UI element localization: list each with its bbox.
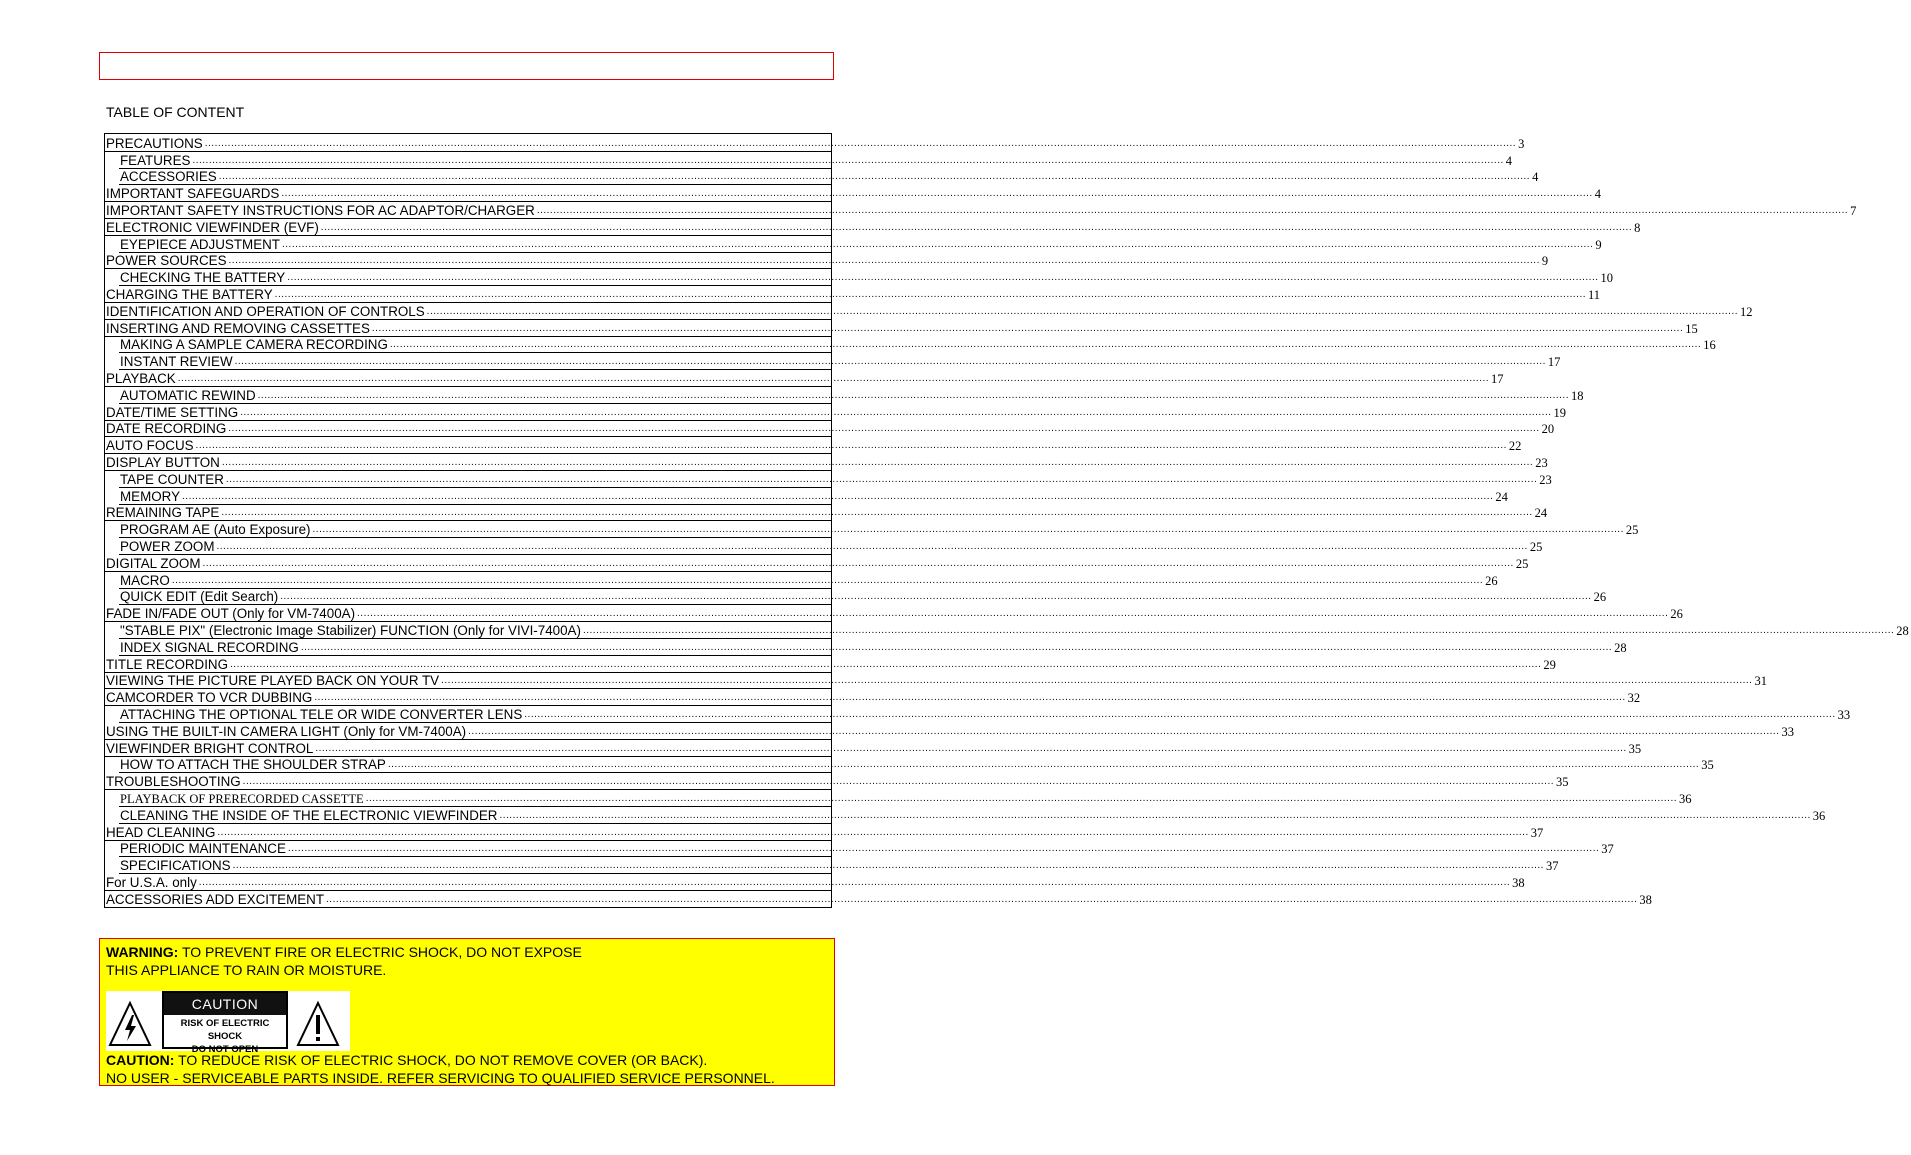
toc-entry-page: 15: [1685, 321, 1698, 336]
toc-entry-leader: ................................................................................................................................................................................................................................................................................................................................................................................................................: [326, 893, 1638, 905]
toc-entry-leader: ................................................................................................................................................................................................................................................................................................................................................................................................................: [287, 272, 1599, 284]
caution-line-1: TO REDUCE RISK OF ELECTRIC SHOCK, DO NOT REMOVE COVER (OR BACK).: [174, 1052, 708, 1068]
toc-entry-leader: ................................................................................................................................................................................................................................................................................................................................................................................................................: [357, 608, 1669, 620]
toc-entry-leader: ................................................................................................................................................................................................................................................................................................................................................................................................................: [230, 658, 1542, 670]
warning-panel: [99, 938, 835, 1086]
toc-entry-leader: ................................................................................................................................................................................................................................................................................................................................................................................................................: [468, 725, 1780, 737]
toc-entry-page: 8: [1634, 220, 1641, 235]
toc-entry[interactable]: [105, 453, 1548, 471]
toc-entry-page: 17: [1491, 371, 1504, 386]
toc-entry-title: EYEPIECE ADJUSTMENT: [120, 236, 280, 252]
toc-entry-leader: ................................................................................................................................................................................................................................................................................................................................................................................................................: [387, 759, 1700, 771]
toc-entry-title: DATE RECORDING: [106, 421, 227, 437]
exclamation-triangle-icon: [296, 1001, 340, 1047]
toc-entry[interactable]: [119, 235, 1602, 253]
toc-entry-leader: ................................................................................................................................................................................................................................................................................................................................................................................................................: [499, 809, 1811, 821]
toc-entry-title: CLEANING THE INSIDE OF THE ELECTRONIC VIEWFINDER: [120, 807, 498, 823]
toc-entry[interactable]: [105, 302, 1753, 320]
toc-entry-page: 25: [1625, 523, 1639, 538]
toc-entry[interactable]: [119, 621, 1909, 639]
toc-entry-page: 33: [1837, 707, 1851, 722]
toc-entry-page: 4: [1594, 187, 1601, 202]
toc-entry-leader: ................................................................................................................................................................................................................................................................................................................................................................................................................: [371, 322, 1684, 334]
toc-entry-leader: ................................................................................................................................................................................................................................................................................................................................................................................................................: [280, 591, 1592, 603]
toc-entry-leader: ................................................................................................................................................................................................................................................................................................................................................................................................................: [225, 473, 1538, 485]
toc-entry-title: FEATURES: [120, 152, 191, 168]
toc-entry-leader: ................................................................................................................................................................................................................................................................................................................................................................................................................: [221, 456, 1534, 468]
toc-entry-title: PERIODIC MAINTENANCE: [120, 841, 286, 857]
toc-entry-page: 20: [1541, 422, 1555, 437]
toc-entry[interactable]: [119, 705, 1851, 723]
toc-entry-title: TITLE RECORDING: [106, 656, 229, 672]
toc-entry-page: 26: [1485, 573, 1498, 588]
toc-entry[interactable]: [105, 403, 1567, 421]
toc-entry-page: 23: [1535, 455, 1548, 470]
toc-entry-leader: ................................................................................................................................................................................................................................................................................................................................................................................................................: [216, 540, 1528, 552]
toc-entry[interactable]: [119, 638, 1627, 656]
toc-entry[interactable]: [105, 218, 1641, 236]
toc-entry-page: 19: [1553, 405, 1567, 420]
toc-entry[interactable]: [119, 386, 1584, 404]
toc-entry-leader: ................................................................................................................................................................................................................................................................................................................................................................................................................: [524, 708, 1836, 720]
toc-entry[interactable]: [105, 201, 1857, 219]
toc-entry-title: IDENTIFICATION AND OPERATION OF CONTROLS: [106, 303, 425, 319]
toc-entry-page: 29: [1543, 657, 1556, 672]
toc-entry-title: DIGITAL ZOOM: [106, 555, 201, 571]
toc-entry-leader: ................................................................................................................................................................................................................................................................................................................................................................................................................: [218, 171, 1531, 183]
toc-entry-page: 37: [1530, 825, 1544, 840]
toc-entry[interactable]: [105, 369, 1504, 387]
toc-entry-title: REMAINING TAPE: [106, 505, 220, 521]
toc-entry-leader: ................................................................................................................................................................................................................................................................................................................................................................................................................: [257, 389, 1569, 401]
toc-entry-page: 36: [1679, 791, 1692, 806]
toc-entry-leader: ................................................................................................................................................................................................................................................................................................................................................................................................................: [192, 154, 1504, 166]
toc-entry[interactable]: [119, 537, 1543, 555]
warning-line-2: THIS APPLIANCE TO RAIN OR MOISTURE.: [106, 962, 387, 978]
toc-entry-page: 12: [1740, 304, 1753, 319]
toc-entry[interactable]: [105, 319, 1698, 337]
toc-entry-leader: ................................................................................................................................................................................................................................................................................................................................................................................................................: [441, 675, 1753, 687]
toc-entry-page: 24: [1495, 489, 1508, 504]
toc-entry-leader: ................................................................................................................................................................................................................................................................................................................................................................................................................: [315, 742, 1627, 754]
toc-entry-page: 9: [1595, 237, 1602, 252]
toc-entry[interactable]: [119, 840, 1614, 858]
toc-entry-page: 28: [1896, 623, 1909, 638]
toc-entry-leader: ................................................................................................................................................................................................................................................................................................................................................................................................................: [204, 137, 1517, 149]
toc-entry-page: 22: [1508, 439, 1522, 454]
toc-entry-page: 4: [1532, 170, 1539, 185]
warning-label: WARNING:: [106, 944, 179, 960]
toc-entry[interactable]: [119, 336, 1716, 354]
toc-entry-leader: ................................................................................................................................................................................................................................................................................................................................................................................................................: [242, 776, 1554, 788]
toc-entry-leader: ................................................................................................................................................................................................................................................................................................................................................................................................................: [240, 406, 1552, 418]
toc-entry-title: MACRO: [120, 572, 170, 588]
toc-entry-page: 28: [1614, 640, 1627, 655]
toc-entry-leader: ................................................................................................................................................................................................................................................................................................................................................................................................................: [287, 843, 1600, 855]
toc-entry-title: DISPLAY BUTTON: [106, 454, 220, 470]
toc-entry-title: For U.S.A. only: [106, 874, 197, 890]
toc-entry-page: 35: [1628, 741, 1642, 756]
caution-box: [162, 991, 288, 1055]
toc-entry-leader: ................................................................................................................................................................................................................................................................................................................................................................................................................: [389, 339, 1702, 351]
toc-entry-leader: ................................................................................................................................................................................................................................................................................................................................................................................................................: [536, 204, 1849, 216]
toc-entry-leader: ................................................................................................................................................................................................................................................................................................................................................................................................................: [274, 288, 1586, 300]
toc-entry-page: 10: [1600, 271, 1614, 286]
toc-entry[interactable]: [119, 352, 1561, 370]
toc-entry-leader: ................................................................................................................................................................................................................................................................................................................................................................................................................: [182, 490, 1494, 502]
toc-entry-title: FADE IN/FADE OUT (Only for VM-7400A): [106, 606, 356, 622]
toc-entry[interactable]: [105, 722, 1794, 740]
toc-entry-page: 4: [1505, 153, 1513, 168]
caution-line-2: NO USER - SERVICEABLE PARTS INSIDE. REFER SERVICING TO QUALIFIED SERVICE PERSONNEL.: [106, 1070, 775, 1086]
toc-entry-title: POWER ZOOM: [120, 538, 215, 554]
toc-entry-page: 18: [1570, 388, 1584, 403]
toc-entry-title: HOW TO ATTACH THE SHOULDER STRAP: [120, 757, 386, 773]
toc-entry[interactable]: [105, 184, 1601, 202]
toc-entry-title: CHARGING THE BATTERY: [106, 286, 273, 302]
toc-entry-title: MAKING A SAMPLE CAMERA RECORDING: [120, 337, 388, 353]
toc-entry-page: 31: [1754, 674, 1767, 689]
toc-entry-page: 7: [1850, 203, 1857, 218]
toc-entry-page: 33: [1781, 724, 1794, 739]
toc-entry-title: VIEWING THE PICTURE PLAYED BACK ON YOUR TV: [106, 673, 440, 689]
toc-entry[interactable]: [119, 151, 1513, 169]
toc-entry-page: 24: [1534, 506, 1548, 521]
caution-label-graphic: [106, 991, 350, 1055]
toc-entry[interactable]: [119, 588, 1607, 606]
toc-entry-leader: ................................................................................................................................................................................................................................................................................................................................................................................................................: [320, 221, 1633, 233]
toc-entry-page: 35: [1701, 758, 1714, 773]
table-of-contents: [104, 133, 1909, 908]
toc-entry[interactable]: [105, 436, 1522, 454]
toc-entry[interactable]: [119, 789, 1692, 807]
toc-entry-leader: ................................................................................................................................................................................................................................................................................................................................................................................................................: [171, 574, 1484, 586]
toc-entry-leader: ................................................................................................................................................................................................................................................................................................................................................................................................................: [426, 305, 1738, 317]
toc-entry-title: HEAD CLEANING: [106, 824, 216, 840]
toc-entry-title: POWER SOURCES: [106, 253, 227, 269]
toc-entry-title: PLAYBACK OF PRERECORDED CASSETTE: [120, 791, 364, 806]
toc-entry[interactable]: [119, 470, 1552, 488]
toc-entry-leader: ................................................................................................................................................................................................................................................................................................................................................................................................................: [281, 188, 1593, 200]
toc-entry-page: 38: [1512, 875, 1525, 890]
toc-entry-page: 17: [1547, 355, 1561, 370]
toc-entry-leader: ................................................................................................................................................................................................................................................................................................................................................................................................................: [232, 860, 1544, 872]
toc-entry-title: VIEWFINDER BRIGHT CONTROL: [106, 740, 314, 756]
toc-entry-title: DATE/TIME SETTING: [106, 404, 239, 420]
toc-title: TABLE OF CONTENT: [106, 104, 245, 120]
toc-entry-title: IMPORTANT SAFEGUARDS: [106, 186, 280, 202]
toc-entry-leader: ................................................................................................................................................................................................................................................................................................................................................................................................................: [228, 255, 1540, 267]
toc-entry-title: PRECAUTIONS: [106, 135, 203, 151]
toc-entry[interactable]: [119, 168, 1539, 186]
toc-entry[interactable]: [119, 520, 1639, 538]
toc-entry-title: PROGRAM AE (Auto Exposure): [120, 522, 311, 538]
caution-text: [106, 1051, 836, 1087]
toc-entry[interactable]: [119, 856, 1559, 874]
toc-entry-page: 9: [1541, 254, 1549, 269]
toc-entry-leader: ................................................................................................................................................................................................................................................................................................................................................................................................................: [300, 641, 1613, 653]
toc-entry-title: SPECIFICATIONS: [120, 858, 231, 874]
toc-entry-leader: ................................................................................................................................................................................................................................................................................................................................................................................................................: [177, 372, 1490, 384]
toc-entry-title: "STABLE PIX" (Electronic Image Stabilizer) FUNCTION (Only for VIVI-7400A): [120, 622, 581, 638]
toc-entry-page: 32: [1627, 691, 1641, 706]
toc-entry-page: 11: [1588, 287, 1601, 302]
toc-entry-title: IMPORTANT SAFETY INSTRUCTIONS FOR AC ADAPTOR/CHARGER: [106, 202, 535, 218]
toc-entry-leader: ................................................................................................................................................................................................................................................................................................................................................................................................................: [281, 238, 1594, 250]
toc-entry-leader: ................................................................................................................................................................................................................................................................................................................................................................................................................: [312, 524, 1624, 536]
toc-entry-title: AUTO FOCUS: [106, 438, 194, 454]
toc-entry-leader: ................................................................................................................................................................................................................................................................................................................................................................................................................: [198, 876, 1511, 888]
toc-entry-title: ACCESSORIES: [120, 169, 217, 185]
toc-entry-title: TAPE COUNTER: [120, 471, 224, 487]
toc-entry-page: 26: [1593, 590, 1607, 605]
toc-entry-page: 25: [1515, 556, 1529, 571]
toc-entry-leader: ................................................................................................................................................................................................................................................................................................................................................................................................................: [234, 356, 1546, 368]
toc-entry[interactable]: [119, 756, 1714, 774]
toc-entry-title: MEMORY: [120, 488, 181, 504]
toc-entry-title: USING THE BUILT-IN CAMERA LIGHT (Only for VM-7400A): [106, 723, 467, 739]
toc-entry-title: INSERTING AND REMOVING CASSETTES: [106, 320, 370, 336]
toc-entry[interactable]: [119, 806, 1826, 824]
toc-entry-title: QUICK EDIT (Edit Search): [120, 589, 279, 605]
toc-entry-page: 36: [1812, 808, 1826, 823]
toc-entry-leader: ................................................................................................................................................................................................................................................................................................................................................................................................................: [228, 423, 1540, 435]
toc-entry-page: 35: [1556, 775, 1569, 790]
toc-entry-leader: ................................................................................................................................................................................................................................................................................................................................................................................................................: [217, 826, 1529, 838]
toc-entry[interactable]: [119, 571, 1498, 589]
toc-entry[interactable]: [105, 252, 1549, 270]
toc-entry-title: INSTANT REVIEW: [120, 354, 233, 370]
toc-entry-title: CHECKING THE BATTERY: [120, 270, 286, 286]
toc-entry[interactable]: [105, 672, 1767, 690]
toc-entry-page: 3: [1518, 136, 1525, 151]
toc-entry[interactable]: [105, 604, 1683, 622]
toc-entry-title: INDEX SIGNAL RECORDING: [120, 639, 299, 655]
toc-entry-page: 37: [1601, 842, 1614, 857]
toc-entry[interactable]: [119, 487, 1508, 505]
toc-entry-leader: ................................................................................................................................................................................................................................................................................................................................................................................................................: [195, 440, 1507, 452]
toc-entry-leader: ................................................................................................................................................................................................................................................................................................................................................................................................................: [202, 557, 1514, 569]
toc-entry-page: 23: [1539, 472, 1552, 487]
toc-entry-page: 26: [1670, 607, 1683, 622]
toc-entry-leader: ................................................................................................................................................................................................................................................................................................................................................................................................................: [221, 507, 1533, 519]
toc-entry-title: AUTOMATIC REWIND: [120, 387, 256, 403]
caution-risk-line-2: DO NOT OPEN: [191, 1044, 259, 1055]
toc-entry[interactable]: [105, 823, 1544, 841]
toc-entry-leader: ................................................................................................................................................................................................................................................................................................................................................................................................................: [314, 692, 1626, 704]
toc-entry[interactable]: [105, 772, 1569, 790]
caution-risk-line-1: RISK OF ELECTRIC SHOCK: [180, 1018, 270, 1042]
caution-label: CAUTION:: [106, 1052, 175, 1068]
caution-heading: CAUTION: [164, 993, 286, 1015]
toc-entry-title: ATTACHING THE OPTIONAL TELE OR WIDE CONVERTER LENS: [120, 706, 523, 722]
toc-entry-title: TROUBLESHOOTING: [106, 774, 241, 790]
toc-entry[interactable]: [105, 873, 1525, 891]
toc-entry[interactable]: [105, 688, 1641, 706]
toc-entry-page: 16: [1703, 338, 1716, 353]
toc-entry-page: 38: [1639, 892, 1652, 907]
toc-entry[interactable]: [105, 504, 1548, 522]
warning-text: [106, 943, 826, 979]
toc-entry-leader: ................................................................................................................................................................................................................................................................................................................................................................................................................: [365, 792, 1678, 804]
toc-entry[interactable]: [105, 655, 1556, 673]
toc-entry-title: CAMCORDER TO VCR DUBBING: [106, 690, 313, 706]
toc-entry[interactable]: [105, 134, 1525, 152]
toc-entry-page: 37: [1545, 859, 1559, 874]
electric-shock-triangle-icon: [108, 1001, 152, 1047]
toc-entry[interactable]: [105, 739, 1642, 757]
warning-line-1: TO PREVENT FIRE OR ELECTRIC SHOCK, DO NOT EXPOSE: [178, 944, 582, 960]
toc-entry[interactable]: [105, 285, 1601, 303]
toc-entry-title: PLAYBACK: [106, 370, 176, 386]
toc-entry[interactable]: [105, 890, 1652, 908]
toc-entry-leader: ................................................................................................................................................................................................................................................................................................................................................................................................................: [582, 624, 1895, 636]
toc-entry-page: 25: [1529, 539, 1543, 554]
header-box: [99, 52, 834, 80]
toc-entry-title: ACCESSORIES ADD EXCITEMENT: [106, 891, 325, 907]
toc-entry-title: ELECTRONIC VIEWFINDER (EVF): [106, 219, 319, 235]
toc-entry[interactable]: [119, 268, 1614, 286]
toc-entry[interactable]: [105, 420, 1555, 438]
toc-entry[interactable]: [105, 554, 1529, 572]
